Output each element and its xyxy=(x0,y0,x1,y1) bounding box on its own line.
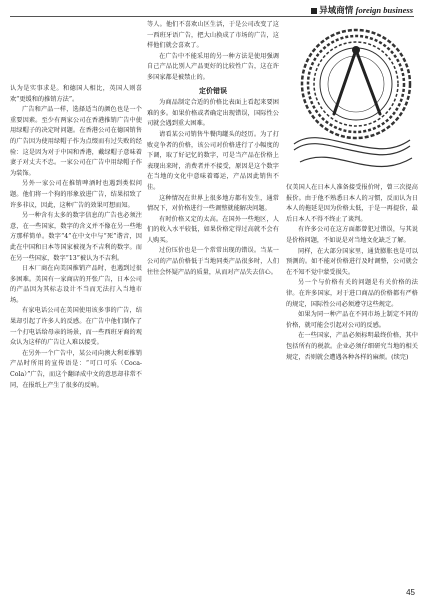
section-title-en: foreign business xyxy=(355,5,413,15)
paragraph: 在一些国家，产品必须标明最终价格，其中包括所有的税款。企业必须仔细研究当地的相关规定，否则就会遭遇各种各样的麻烦。(续完) xyxy=(286,332,418,361)
paragraph: 同样，在大部分国家里，通货膨胀也是可以预测的。如不能对价格进行及时调整，公司就会在不知不觉中蒙受损失。 xyxy=(286,247,418,276)
subheading: 定价错误 xyxy=(199,85,227,95)
paragraph: 有时价格又定的太高。在国外一些地区，人们的收入水平较低，如果价格定得过高就不会有人购买。 xyxy=(147,215,279,244)
paragraph: 另一个与价格有关的问题是有关价格的法律。在许多国家，对于进口商品的价格都有严格的规定，国际性公司必须遵守这些规定。 xyxy=(286,279,418,308)
paragraph: 另一种含有太多的数字信息的广告也必须注意，在一些国家，数字的含义并不像在另一些地方那样简单。数字“4”在中文中与“死”谐音，因此在中国和日本等国家被视为不吉利的数字。而在另一些国家，数字“13”被认为不吉利。 xyxy=(10,212,142,262)
paragraph: 等人。他们不喜欢山区生活，于是公司改变了这一西班牙语广告，把大山换成了市场的广告，这样他们就会喜欢了。 xyxy=(147,21,279,50)
paragraph: 另外一家公司在推销啤酒时也遇到类似问题。他们将一个狗的形象放进广告，结果招致了许多非议，因此，这种广告的效果可想而知。 xyxy=(10,180,142,209)
paragraph: 日本厂商在向美国推销产品时，也遇到过很多困难。美国有一家商店的开张广告，日本公司的产品因为其标志设计不当而无法打入当地市场。 xyxy=(10,265,142,304)
header-rule xyxy=(10,16,414,17)
page-number: 45 xyxy=(406,588,415,597)
square-bullet-icon xyxy=(311,8,317,14)
paragraph: 为商品制定合适的价格比表面上看起来要困难的多。如果价格或者确定出现错误，国际性公司就会遇到重大困难。 xyxy=(147,99,279,128)
text-column-right xyxy=(286,183,418,363)
paragraph: 过份压价也是一个常常出现的错误。当某一公司的产品价格低于当地同类产品很多时，人们往往会怀疑产品的质量，从而对产品失去信心。 xyxy=(147,247,279,276)
paragraph: 认为是实事求是。和德国人相比，英国人则喜欢“更缓和的推销方法”。 xyxy=(10,85,142,103)
paragraph: 请看某公司销售牛餐肉罐头的经历。为了打败竞争者的价格，该公司对价格进行了小幅度的下调，取了好记忆的数字，可是当产品在价格上表现出来时，消费者并不接受，原因是这个数字在当地的文化中意味着霉运，产品因此销售不佳。 xyxy=(147,130,279,191)
paragraph: 广告和产品一样，选择适当的颜色也是一个重要因素。至少有两家公司在香港推销广告中使用绿帽子的决定时问题。在香港公司在德国销售的广告因为使用绿帽子作为点缀而有过失败的经验：这是因为对于中国和香港，戴绿帽子意味着妻子对丈夫不忠。一家公司在广告中用绿帽子作为装饰。 xyxy=(10,106,142,177)
paragraph: 有许多公司在这方面都曾犯过错误，与其说是价格问题，不如说是对当地文化缺乏了解。 xyxy=(286,226,418,244)
paragraph: 有家电话公司在美国使用该多事的广告，结果却引起了许多人的反感。在广告中他们制作了一个打电话给母亲的场景，而一些西班牙裔的观众认为这样的广告让人难以接受。 xyxy=(10,307,142,347)
paragraph: 在另外一个广告中，某公司向澳大利亚推销产品时所用的宣传语是：“可口可乐（Coca-Cola）”广告，而这个翻译成中文的意思却非常不同，在报纸上产生了很多的反响。 xyxy=(10,349,142,389)
paragraph: 这种情况在世界上很多地方都有发生，通常情况下，对价格进行一些调整就能解决问题。 xyxy=(147,194,279,213)
paragraph: 在广告中不能采用的另一种方法是使用强调自己产品比别人产品更好的比较性广告，这在许多国家都是被禁止的。 xyxy=(147,52,279,81)
compass-in-rope-ring-icon xyxy=(290,22,414,172)
text-column-left xyxy=(10,84,142,391)
column-title xyxy=(311,4,413,16)
paragraph: 仅美国人在日本人准备接受报价时，曾三次提高报价。由于他不熟悉日本人的习惯，反而认为日本人的拖延是因为价格太低，于是一再提价，最后日本人不得不终止了谈判。 xyxy=(286,184,418,223)
section-title-cn: 异域商情 xyxy=(319,5,354,15)
text-column-middle xyxy=(147,20,279,278)
paragraph: 如果为同一种产品在不同市场上制定不同的价格，就可能会引起对公司的反感。 xyxy=(286,311,418,329)
